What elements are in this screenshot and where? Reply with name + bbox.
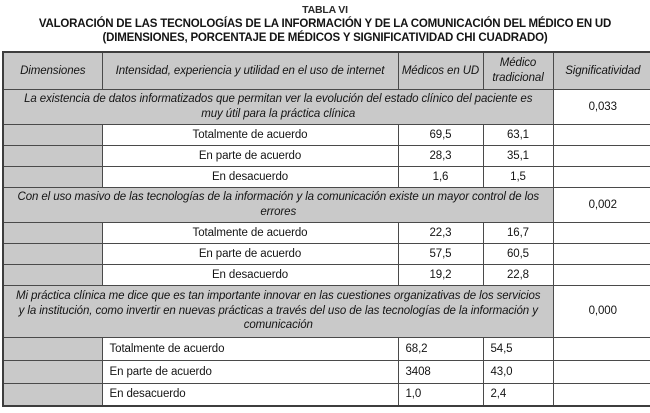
value-medicos-ud: 1,6 bbox=[398, 166, 483, 187]
dimension-spacer-cell bbox=[3, 124, 102, 145]
table-row bbox=[3, 360, 650, 383]
empty-significance-cell bbox=[553, 337, 650, 360]
value-medicos-ud: 22,3 bbox=[398, 222, 483, 243]
answer-label: Totalmente de acuerdo bbox=[102, 124, 398, 145]
value-medicos-ud: 1,0 bbox=[398, 383, 483, 406]
value-medicos-ud: 28,3 bbox=[398, 145, 483, 166]
dimension-spacer-cell bbox=[3, 264, 102, 285]
dimension-spacer-cell bbox=[3, 383, 102, 406]
empty-significance-cell bbox=[553, 124, 650, 145]
significance-value-2: 0,002 bbox=[553, 187, 650, 222]
dimension-spacer-cell bbox=[3, 337, 102, 360]
answer-label: Totalmente de acuerdo bbox=[102, 222, 398, 243]
header-significatividad: Significatividad bbox=[553, 52, 650, 89]
dimension-row-2 bbox=[3, 187, 650, 222]
table-title-block bbox=[0, 0, 650, 45]
value-medicos-ud: 69,5 bbox=[398, 124, 483, 145]
empty-significance-cell bbox=[553, 360, 650, 383]
empty-significance-cell bbox=[553, 145, 650, 166]
table-row bbox=[3, 243, 650, 264]
header-intensidad: Intensidad, experiencia y utilidad en el uso de internet bbox=[102, 52, 398, 89]
dimension-spacer-cell bbox=[3, 166, 102, 187]
answer-label: En desacuerdo bbox=[102, 264, 398, 285]
table-row bbox=[3, 264, 650, 285]
dimension-row-1 bbox=[3, 89, 650, 124]
table-number: TABLA VI bbox=[302, 4, 348, 16]
dimension-text-1: La existencia de datos informatizados que permitan ver la evolución del estado clínico del paciente es muy útil para la práctica clínica bbox=[3, 89, 553, 124]
table-row bbox=[3, 383, 650, 406]
value-medico-tradicional: 16,7 bbox=[483, 222, 553, 243]
dimension-text-2: Con el uso masivo de las tecnologías de la información y la comunicación existe un mayor control de los errores bbox=[3, 187, 553, 222]
answer-label: En parte de acuerdo bbox=[102, 360, 398, 383]
table-row bbox=[3, 166, 650, 187]
value-medico-tradicional: 1,5 bbox=[483, 166, 553, 187]
header-dimensiones: Dimensiones bbox=[3, 52, 102, 89]
dimension-spacer-cell bbox=[3, 222, 102, 243]
table-row bbox=[3, 145, 650, 166]
value-medicos-ud: 57,5 bbox=[398, 243, 483, 264]
dimension-spacer-cell bbox=[3, 243, 102, 264]
answer-label: En desacuerdo bbox=[102, 166, 398, 187]
header-medicos-ud: Médicos en UD bbox=[398, 52, 483, 89]
table-subtitle: (DIMENSIONES, PORCENTAJE DE MÉDICOS Y SIGNIFICATIVIDAD CHI CUADRADO) bbox=[102, 32, 548, 44]
value-medico-tradicional: 43,0 bbox=[483, 360, 553, 383]
table-row bbox=[3, 124, 650, 145]
significance-value-1: 0,033 bbox=[553, 89, 650, 124]
valuation-table bbox=[2, 51, 650, 407]
value-medico-tradicional: 2,4 bbox=[483, 383, 553, 406]
table-row bbox=[3, 337, 650, 360]
table-header-row bbox=[3, 52, 650, 89]
answer-label: En parte de acuerdo bbox=[102, 145, 398, 166]
table-title: VALORACIÓN DE LAS TECNOLOGÍAS DE LA INFORMACIÓN Y DE LA COMUNICACIÓN DEL MÉDICO EN UD bbox=[38, 18, 612, 30]
empty-significance-cell bbox=[553, 166, 650, 187]
value-medico-tradicional: 54,5 bbox=[483, 337, 553, 360]
answer-label: En parte de acuerdo bbox=[102, 243, 398, 264]
value-medico-tradicional: 22,8 bbox=[483, 264, 553, 285]
header-medico-tradicional: Médico tradicional bbox=[483, 52, 553, 89]
value-medico-tradicional: 35,1 bbox=[483, 145, 553, 166]
value-medicos-ud: 3408 bbox=[398, 360, 483, 383]
dimension-spacer-cell bbox=[3, 360, 102, 383]
table-row bbox=[3, 222, 650, 243]
dimension-spacer-cell bbox=[3, 145, 102, 166]
value-medicos-ud: 68,2 bbox=[398, 337, 483, 360]
empty-significance-cell bbox=[553, 243, 650, 264]
dimension-row-3 bbox=[3, 285, 650, 337]
value-medico-tradicional: 63,1 bbox=[483, 124, 553, 145]
empty-significance-cell bbox=[553, 383, 650, 406]
empty-significance-cell bbox=[553, 222, 650, 243]
answer-label: En desacuerdo bbox=[102, 383, 398, 406]
answer-label: Totalmente de acuerdo bbox=[102, 337, 398, 360]
empty-significance-cell bbox=[553, 264, 650, 285]
value-medicos-ud: 19,2 bbox=[398, 264, 483, 285]
value-medico-tradicional: 60,5 bbox=[483, 243, 553, 264]
dimension-text-3: Mi práctica clínica me dice que es tan importante innovar en las cuestiones organizativas de los servicios y la institución, como invertir en nuevas prácticas a través del uso de las tecnologías de la información y comunicación bbox=[3, 285, 553, 337]
significance-value-3: 0,000 bbox=[553, 285, 650, 337]
